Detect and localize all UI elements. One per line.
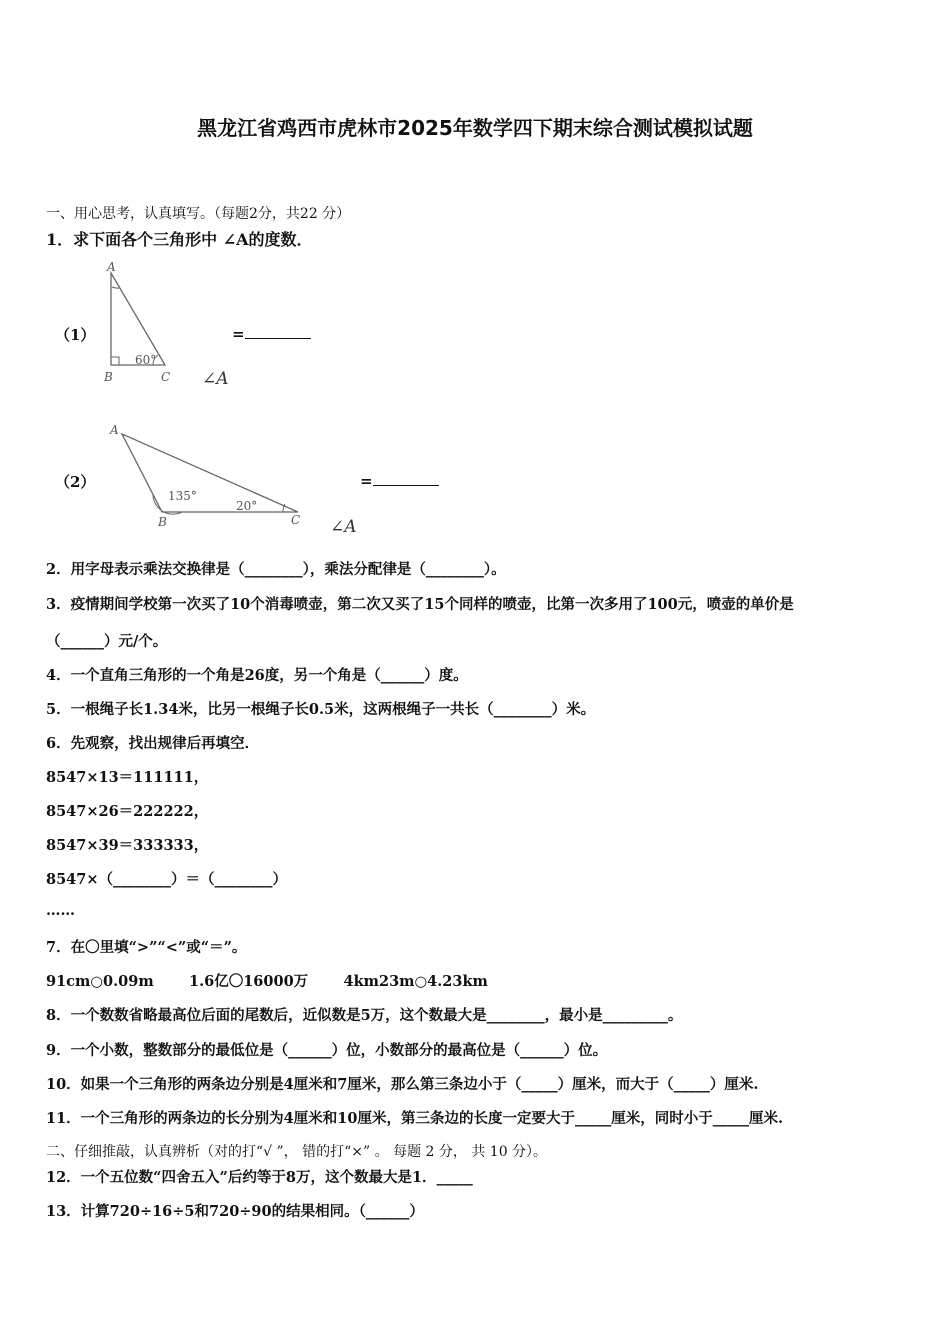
pattern-line: 8547×13＝111111， [46,769,209,786]
vertex-c-label: C [291,513,301,527]
part-1-label: （1） [55,326,96,344]
question-11: 11．一个三角形的两条边的长分别为4厘米和10厘米，第三条边的长度一定要大于_____厘米，同时小于_____厘米. [46,1110,783,1127]
vertex-c-label: C [161,370,171,384]
section-1-heading: 一、用心思考，认真填写。（每题2分，共22 分） [46,206,351,222]
question-7-items: 91cm○0.09m 1.6亿〇16000万 4km23m○4.23km [46,973,488,990]
page-title: 黑龙江省鸡西市虎林市2025年数学四下期末综合测试模拟试题 [197,116,753,140]
angle-c-label: 20° [236,499,258,513]
question-6: 6．先观察，找出规律后再填空． [46,735,260,752]
question-1: 1．求下面各个三角形中 ∠A的度数． [46,230,313,249]
question-3-continued: （______）元/个。 [46,633,168,650]
vertex-a-label: A [110,423,119,437]
angle-c-label: 60° [135,353,157,367]
angle-a-label-1: ∠A [202,369,229,389]
question-7: 7．在〇里填“>”“<”或“＝”。 [46,939,247,956]
vertex-b-label: B [158,515,167,529]
vertex-a-label: A [107,260,116,274]
question-10: 10．如果一个三角形的两条边分别是4厘米和7厘米，那么第三条边小于（_____）厘米，而大于（_____）厘米. [46,1076,759,1093]
section-2-heading: 二、仔细推敲，认真辨析（对的打“√ ”， 错的打“×” 。 每题 2 分， 共 10 分）。 [46,1144,548,1160]
answer-1: = [232,324,311,343]
pattern-line: …… [46,902,75,919]
pattern-line: 8547×39＝333333， [46,837,209,854]
question-13: 13．计算720÷16÷5和720÷90的结果相同。（______） [46,1203,424,1220]
pattern-line: 8547×（________）＝（________） [46,871,288,888]
angle-b-label: 135° [168,489,197,503]
question-9: 9．一个小数，整数部分的最低位是（______）位，小数部分的最高位是（______）位。 [46,1042,608,1059]
pattern-line: 8547×26＝222222， [46,803,209,820]
question-2: 2．用字母表示乘法交换律是（________），乘法分配律是（________）。 [46,561,506,578]
question-5: 5．一根绳子长1.34米，比另一根绳子长0.5米，这两根绳子一共长（________）米。 [46,701,596,718]
question-3: 3．疫情期间学校第一次买了10个消毒喷壶，第二次又买了15个同样的喷壶，比第一次多用了100元，喷壶的单价是 [46,596,794,613]
question-4: 4．一个直角三角形的一个角是26度，另一个角是（______）度。 [46,667,468,684]
part-2-label: （2） [55,473,96,491]
triangle-1-figure [95,255,195,387]
triangle-2-figure [100,418,315,533]
angle-a-label-2: ∠A [330,517,357,537]
question-8: 8．一个数数省略最高位后面的尾数后，近似数是5万，这个数最大是________，最小是_________。 [46,1007,683,1024]
vertex-b-label: B [104,370,113,384]
question-12: 12．一个五位数“四舍五入”后约等于8万，这个数最大是1．_____ [46,1169,473,1186]
answer-2: = [360,471,439,490]
